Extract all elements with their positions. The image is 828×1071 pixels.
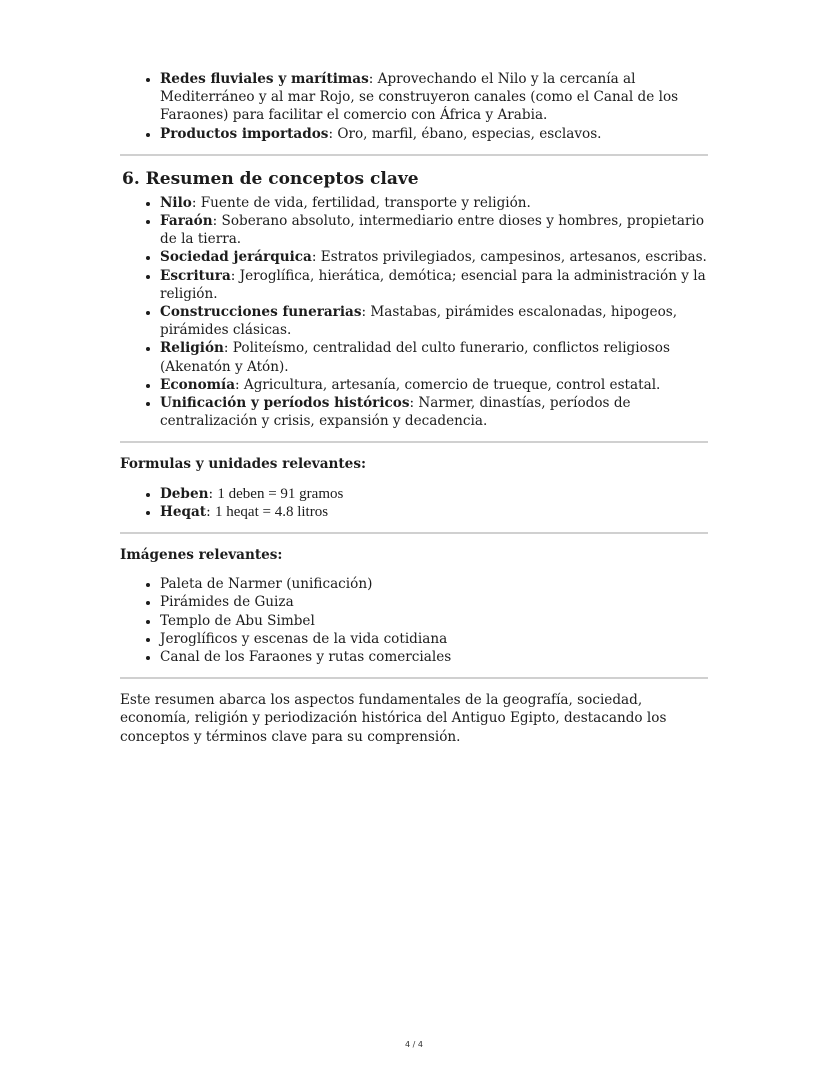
item-text: : Mastabas, pirámides escalonadas, hipogeos, pirámides clásicas. <box>160 304 678 339</box>
list-item <box>160 303 708 339</box>
list-item <box>160 376 708 394</box>
list-item: • Pirámides de Guiza <box>160 593 708 611</box>
formula: 1 heqat = 4.8 litros <box>215 503 329 520</box>
list-item <box>160 485 708 503</box>
divider <box>120 532 708 534</box>
item-text: : Narmer, dinastías, períodos de centralización y crisis, expansión y decadencia. <box>160 395 631 430</box>
item-term: Escritura <box>160 267 231 284</box>
item-term: Religión <box>160 340 224 357</box>
item-text: : Jeroglífica, hierática, demótica; esencial para la administración y la religión. <box>160 267 706 302</box>
list-item <box>160 267 708 303</box>
item-term: Faraón <box>160 213 213 230</box>
divider <box>120 154 708 156</box>
list-item: • Jeroglíficos y escenas de la vida cotidiana <box>160 630 708 648</box>
list-item <box>160 212 708 248</box>
formulas-list <box>120 485 708 521</box>
item-text: : Oro, marfil, ébano, especias, esclavos. <box>328 125 602 142</box>
item-text: : Agricultura, artesanía, comercio de trueque, control estatal. <box>235 376 661 393</box>
list-item <box>160 125 708 143</box>
page-number: 4 / 4 <box>405 1040 423 1049</box>
section-heading: 6. Resumen de conceptos clave <box>122 168 419 189</box>
item-term: Deben <box>160 485 209 502</box>
item-term: Unificación y períodos históricos <box>160 395 410 412</box>
item-term: Nilo <box>160 194 192 211</box>
item-term: Heqat <box>160 503 207 520</box>
list-item <box>160 70 708 125</box>
item-separator: : <box>206 503 215 520</box>
item-term: Productos importados <box>160 125 329 142</box>
list-item <box>160 394 708 430</box>
list-item <box>160 248 708 266</box>
divider <box>120 441 708 443</box>
divider <box>120 677 708 679</box>
list-item: • Canal de los Faraones y rutas comerciales <box>160 648 708 666</box>
list-item: • Paleta de Narmer (unificación) <box>160 575 708 593</box>
item-term: Sociedad jerárquica <box>160 249 312 266</box>
item-term: Construcciones funerarias <box>160 304 362 321</box>
images-heading: Imágenes relevantes: <box>120 547 283 564</box>
item-term: Redes fluviales y marítimas <box>160 71 369 87</box>
item-term: Economía <box>160 376 236 393</box>
list-item <box>160 503 708 521</box>
key-concepts-list <box>120 194 708 431</box>
images-list <box>120 575 708 666</box>
list-item: • Templo de Abu Simbel <box>160 612 708 630</box>
item-text: : Fuente de vida, fertilidad, transporte y religión. <box>191 194 531 211</box>
closing-paragraph: Este resumen abarca los aspectos fundamentales de la geografía, sociedad, economía, religión y periodización histórica del Antiguo Egipto, destacando los conceptos y términos clave para su comprensión. <box>120 692 667 745</box>
document-page <box>120 70 708 746</box>
formulas-heading: Formulas y unidades relevantes: <box>120 456 366 473</box>
item-text: : Estratos privilegiados, campesinos, artesanos, escribas. <box>311 249 707 266</box>
item-separator: : <box>208 485 218 502</box>
intro-list <box>120 70 708 143</box>
item-text: : Soberano absoluto, intermediario entre dioses y hombres, propietario de la tierra. <box>160 213 705 248</box>
formula: 1 deben = 91 gramos <box>217 485 344 502</box>
list-item <box>160 194 708 212</box>
item-text: : Aprovechando el Nilo y la cercanía al Mediterráneo y al mar Rojo, se construyeron canales (como el Canal de los Faraones) para facilitar el comercio con África y Arabia. <box>160 71 679 124</box>
list-item <box>160 339 708 375</box>
item-text: : Politeísmo, centralidad del culto funerario, conflictos religiosos (Akenatón y Atón). <box>160 340 670 375</box>
